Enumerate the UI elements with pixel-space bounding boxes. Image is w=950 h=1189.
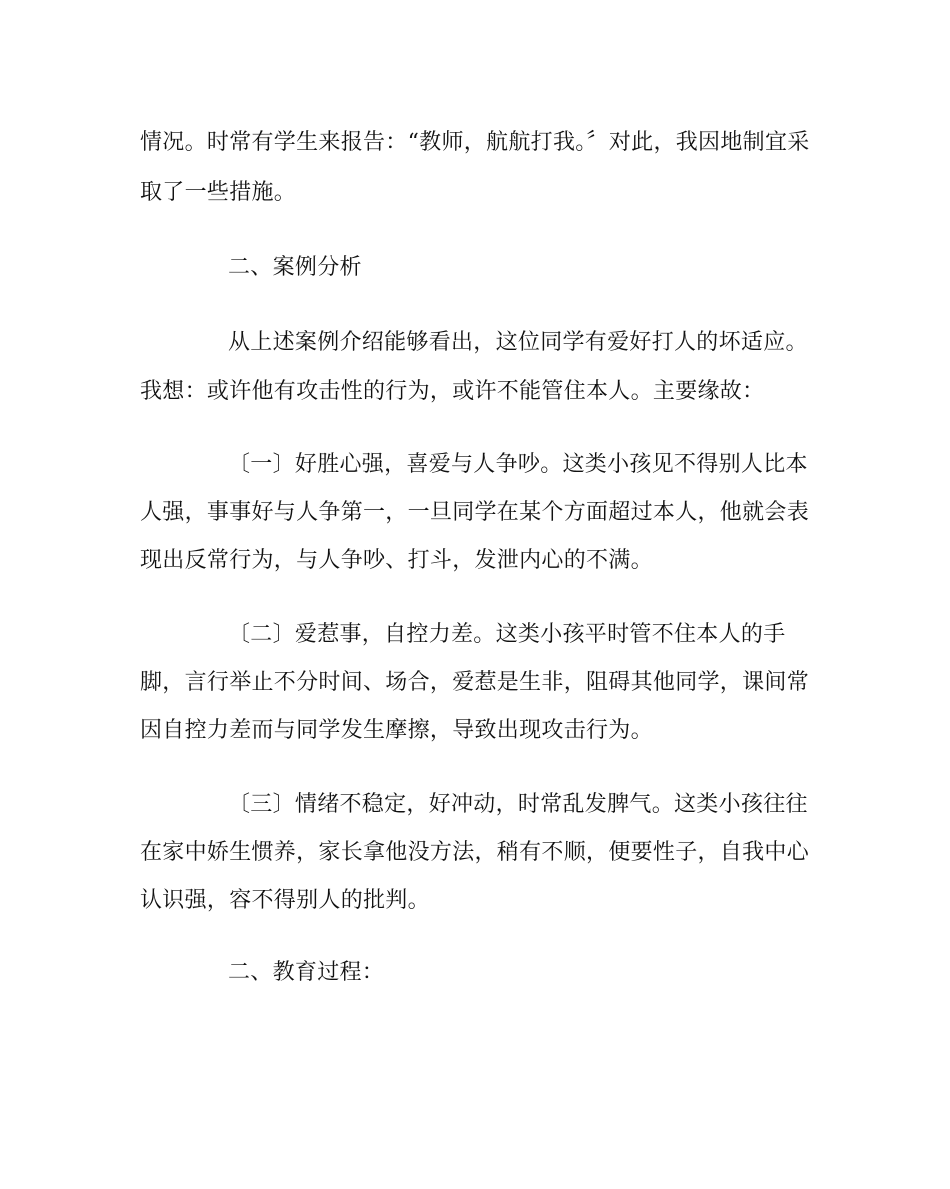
text-line: 因自控力差而与同学发生摩擦，导致出现攻击行为。 bbox=[140, 718, 653, 743]
paragraph-first-line: 〔三〕情绪不稳定，好冲动，时常乱发脾气。这类小孩往往 bbox=[228, 792, 808, 817]
text-line: 取了一些措施。 bbox=[140, 180, 297, 205]
text-line: 脚，言行举止不分时间、场合，爱惹是生非，阻碍其他同学，课间常 bbox=[140, 670, 810, 695]
section-heading: 二、案例分析 bbox=[228, 255, 362, 280]
text-line: 人强，事事好与人争第一，一旦同学在某个方面超过本人，他就会表 bbox=[140, 500, 810, 525]
paragraph-first-line: 〔二〕爱惹事，自控力差。这类小孩平时管不住本人的手 bbox=[228, 622, 786, 647]
paragraph-first-line: 从上述案例介绍能够看出，这位同学有爱好打人的坏适应。 bbox=[228, 330, 808, 355]
paragraph-first-line: 〔一〕好胜心强，喜爱与人争吵。这类小孩见不得别人比本 bbox=[228, 452, 808, 477]
section-heading: 二、教育过程： bbox=[228, 960, 385, 985]
text-line: 我想：或许他有攻击性的行为，或许不能管住本人。主要缘故： bbox=[140, 379, 765, 404]
text-line: 在家中娇生惯养，家长拿他没方法，稍有不顺，便要性子，自我中心 bbox=[140, 840, 810, 865]
text-line: 认识强，容不得别人的批判。 bbox=[140, 888, 430, 913]
text-line: 情况。时常有学生来报告：“教师，航航打我。〞对此，我因地制宜采 bbox=[140, 130, 810, 155]
text-line: 现出反常行为，与人争吵、打斗，发泄内心的不满。 bbox=[140, 548, 653, 573]
